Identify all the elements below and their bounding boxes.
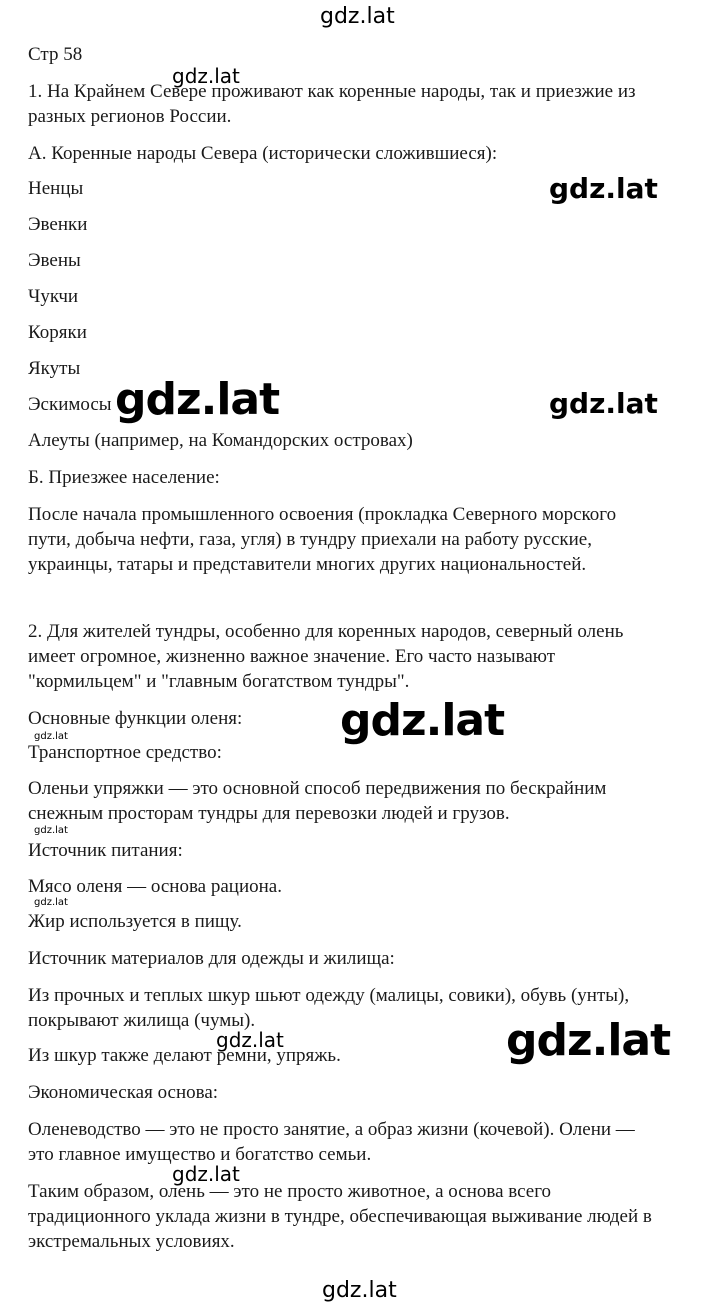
text-line: украинцы, татары и представители многих других национальностей. — [28, 554, 587, 575]
text-line: снежным просторам тундры для перевозки людей и грузов. — [28, 803, 510, 824]
list-item: Эвенки — [28, 214, 88, 235]
text-line: 2. Для жителей тундры, особенно для коренных народов, северный олень — [28, 621, 624, 642]
text-line: пути, добыча нефти, газа, угля) в тундру приехали на работу русские, — [28, 529, 592, 550]
subsection-heading: Экономическая основа: — [28, 1082, 219, 1103]
watermark: gdz.lat — [172, 64, 240, 88]
section-heading: Основные функции оленя: — [28, 708, 243, 729]
text-line: Мясо оленя — основа рациона. — [28, 876, 282, 897]
text-line: После начала промышленного освоения (прокладка Северного морского — [28, 504, 617, 525]
text-line: экстремальных условиях. — [28, 1231, 235, 1252]
watermark: gdz.lat — [216, 1028, 284, 1052]
text-line: это главное имущество и богатство семьи. — [28, 1144, 372, 1165]
watermark: gdz.lat — [115, 374, 280, 425]
watermark-bottom: gdz.lat — [322, 1278, 397, 1303]
subsection-heading: Транспортное средство: — [28, 742, 222, 763]
watermark: gdz.lat — [34, 897, 68, 908]
text-line: Из прочных и теплых шкур шьют одежду (малицы, совики), обувь (унты), — [28, 985, 630, 1006]
text-line: имеет огромное, жизненно важное значение. Его часто называют — [28, 646, 556, 667]
text-line: Оленеводство — это не просто занятие, а образ жизни (кочевой). Олени — — [28, 1119, 635, 1140]
section-heading: А. Коренные народы Севера (исторически сложившиеся): — [28, 143, 498, 164]
subsection-heading: Источник материалов для одежды и жилища: — [28, 948, 395, 969]
watermark: gdz.lat — [506, 1015, 671, 1066]
text-line: Оленьи упряжки — это основной способ передвижения по бескрайним — [28, 778, 607, 799]
text-line: Жир используется в пищу. — [28, 911, 242, 932]
watermark-top: gdz.lat — [320, 4, 395, 29]
text-line: Из шкур также делают ремни, упряжь. — [28, 1045, 341, 1066]
list-item: Эвены — [28, 250, 81, 271]
watermark: gdz.lat — [340, 695, 505, 746]
page-number-label: Стр 58 — [28, 44, 83, 65]
watermark: gdz.lat — [34, 731, 68, 742]
watermark: gdz.lat — [172, 1162, 240, 1186]
section-heading: Б. Приезжее население: — [28, 467, 220, 488]
list-item: Коряки — [28, 322, 87, 343]
list-item: Якуты — [28, 358, 81, 379]
text-line: традиционного уклада жизни в тундре, обеспечивающая выживание людей в — [28, 1206, 652, 1227]
watermark: gdz.lat — [549, 387, 658, 420]
text-line: покрывают жилища (чумы). — [28, 1010, 256, 1031]
text-line: Таким образом, олень — это не просто животное, а основа всего — [28, 1181, 552, 1202]
watermark: gdz.lat — [549, 172, 658, 205]
list-item: Ненцы — [28, 178, 84, 199]
list-item: Эскимосы — [28, 394, 112, 415]
list-item: Алеуты (например, на Командорских островах) — [28, 430, 413, 451]
list-item: Чукчи — [28, 286, 79, 307]
text-line: разных регионов России. — [28, 106, 232, 127]
watermark: gdz.lat — [34, 825, 68, 836]
text-line: "кормильцем" и "главным богатством тундры". — [28, 671, 410, 692]
text-line: 1. На Крайнем Севере проживают как коренные народы, так и приезжие из — [28, 81, 636, 102]
subsection-heading: Источник питания: — [28, 840, 183, 861]
